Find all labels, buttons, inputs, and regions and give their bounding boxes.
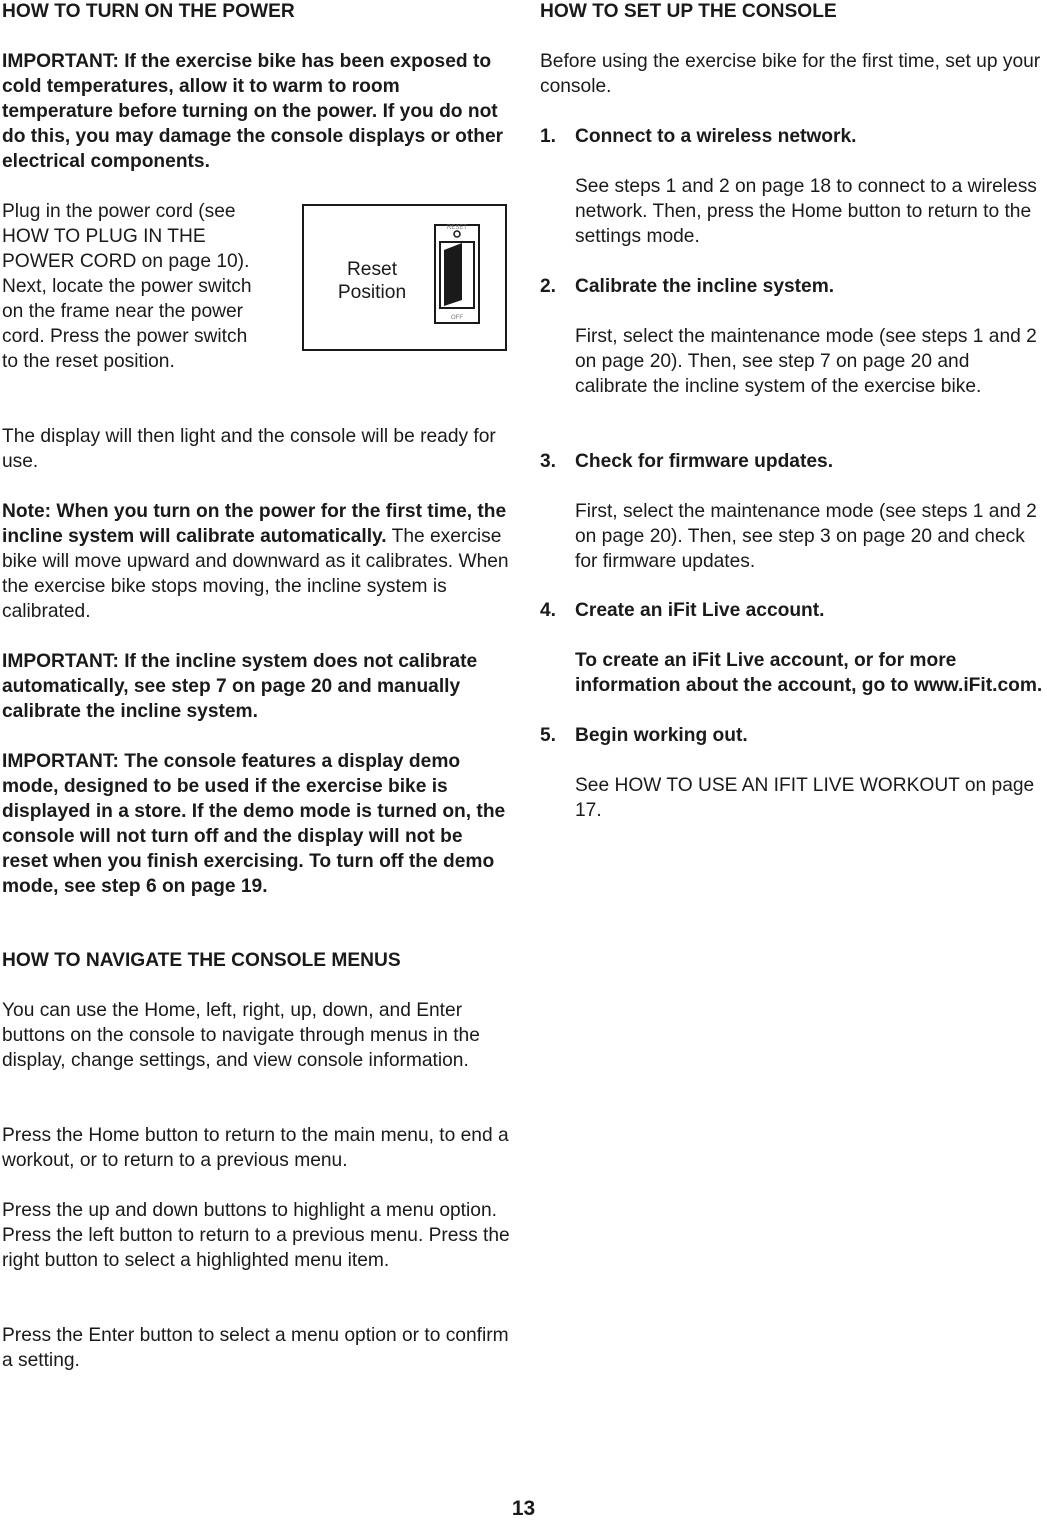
important-incline-paragraph: IMPORTANT: If the incline system does not calibrate automatically, see step 7 on page 20 and manually calibrate the incline system. bbox=[2, 651, 478, 722]
step-title: Connect to a wireless network. bbox=[575, 126, 857, 147]
nav-paragraph-3: Press the up and down buttons to highlight a menu option. Press the left button to return to a previous menu. Press the right button to select a highlighted menu item. bbox=[2, 1200, 510, 1271]
switch-bottom-label: OFF bbox=[451, 315, 463, 321]
heading-power: HOW TO TURN ON THE POWER bbox=[2, 1, 295, 22]
setup-step-1 bbox=[540, 124, 1047, 254]
step-title: Create an iFit Live account. bbox=[575, 600, 825, 621]
figure-label bbox=[324, 258, 420, 304]
step-body: See HOW TO USE AN IFIT LIVE WORKOUT on page 17. bbox=[575, 775, 1035, 821]
note-paragraph bbox=[2, 499, 510, 624]
step-body: See steps 1 and 2 on page 18 to connect to a wireless network. Then, press the Home button to return to the settings mode. bbox=[575, 176, 1037, 247]
nav-paragraph-2: Press the Home button to return to the main menu, to end a workout, or to return to a previous menu. bbox=[2, 1125, 509, 1171]
step-title: Calibrate the incline system. bbox=[575, 276, 835, 297]
note-rest: The exercise bike will move upward and downward as it calibrates. When the exercise bike stops moving, the incline system is calibrated. bbox=[2, 526, 509, 622]
switch-top-label: RESET bbox=[446, 225, 468, 231]
step-number: 3. bbox=[540, 451, 557, 472]
step-number: 2. bbox=[540, 276, 557, 297]
step-body: First, select the maintenance mode (see steps 1 and 2 on page 20). Then, see step 7 on page 20 and calibrate the incline system of the exercise bike. bbox=[575, 326, 1037, 397]
power-switch-icon bbox=[432, 220, 482, 328]
step-body: First, select the maintenance mode (see steps 1 and 2 on page 20). Then, see step 3 on page 20 and check for firmware updates. bbox=[575, 501, 1037, 572]
step-number: 1. bbox=[540, 126, 557, 147]
step-title: Begin working out. bbox=[575, 725, 748, 746]
step-title: Check for firmware updates. bbox=[575, 451, 834, 472]
page-number: 13 bbox=[511, 1497, 536, 1520]
step-number: 5. bbox=[540, 725, 557, 746]
important-cold-paragraph: IMPORTANT: If the exercise bike has been exposed to cold temperatures, allow it to warm to room temperature before turning on the power. If you do not do this, you may damage the console displays or other electrical components. bbox=[2, 51, 504, 172]
display-ready-paragraph: The display will then light and the console will be ready for use. bbox=[2, 426, 496, 472]
nav-paragraph-1: You can use the Home, left, right, up, down, and Enter buttons on the console to navigate through menus in the display, change settings, and view console information. bbox=[2, 1000, 480, 1071]
figure-label-line2: Position bbox=[337, 282, 407, 303]
reset-switch-figure bbox=[302, 204, 507, 351]
heading-navigate: HOW TO NAVIGATE THE CONSOLE MENUS bbox=[2, 950, 401, 971]
setup-step-4 bbox=[540, 598, 1047, 703]
plug-in-paragraph: Plug in the power cord (see HOW TO PLUG IN THE POWER CORD on page 10). Next, locate the power switch on the frame near the power cord. Press the power switch to the reset position. bbox=[2, 201, 252, 372]
note-bold: Note: When you turn on the power for the first time, the incline system will calibrate automatically. bbox=[2, 501, 507, 547]
setup-step-3 bbox=[540, 449, 1047, 579]
step-body: To create an iFit Live account, or for more information about the account, go to www.iFit.com. bbox=[575, 650, 1043, 696]
setup-step-5 bbox=[540, 723, 1047, 828]
setup-step-2 bbox=[540, 274, 1047, 424]
heading-setup: HOW TO SET UP THE CONSOLE bbox=[540, 1, 837, 22]
nav-paragraph-4: Press the Enter button to select a menu option or to confirm a setting. bbox=[2, 1325, 509, 1371]
figure-label-line1: Reset bbox=[346, 259, 398, 280]
important-demo-paragraph: IMPORTANT: The console features a display demo mode, designed to be used if the exercise bike is displayed in a store. If the demo mode is turned on, the console will not turn off and the display will not be reset when you finish exercising. To turn off the demo mode, see step 6 on page 19. bbox=[2, 751, 506, 897]
step-number: 4. bbox=[540, 600, 557, 621]
setup-intro: Before using the exercise bike for the first time, set up your console. bbox=[540, 51, 1041, 97]
